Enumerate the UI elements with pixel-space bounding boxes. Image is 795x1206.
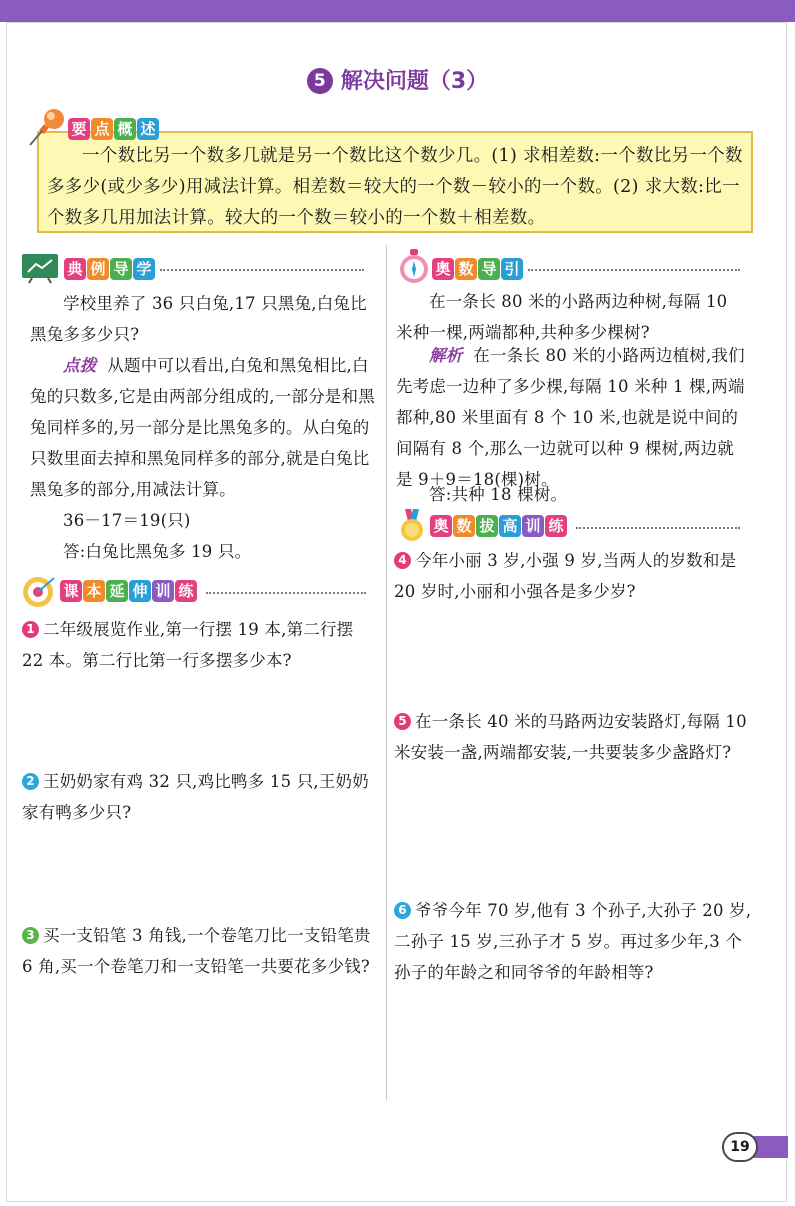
- question-number: 6: [394, 902, 411, 919]
- question-1: [22, 614, 377, 676]
- medal-icon: [397, 507, 427, 543]
- compass-icon: [397, 247, 431, 287]
- hint-text: 从题中可以看出,白兔和黑兔相比,白兔的只数多,它是由两部分组成的,一部分是和黑兔同样多的,另一部分是比黑兔多的。从白兔的只数里面去掉和黑兔同样多的部分,就是白兔比黑兔多的部分,用减法计算。: [30, 356, 375, 499]
- heading-char: 课: [60, 580, 82, 602]
- lesson-number: 5: [307, 68, 333, 94]
- question-number: 2: [22, 773, 39, 790]
- heading-char: 引: [501, 258, 523, 280]
- heading-char: 延: [106, 580, 128, 602]
- heading-char: 典: [64, 258, 86, 280]
- page-title: [0, 64, 795, 95]
- heading-dotted-rule: [206, 592, 366, 594]
- question-number: 1: [22, 621, 39, 638]
- heading-char: 奥: [432, 258, 454, 280]
- heading-char: 伸: [129, 580, 151, 602]
- blackboard-icon: [20, 252, 60, 284]
- heading-char: 高: [499, 515, 521, 537]
- lesson-title: 解决问题（3）: [340, 69, 489, 94]
- olympiad-problem: 在一条长 80 米的小路两边种树,每隔 10 米种一棵,两端都种,共种多少棵树?: [396, 292, 728, 342]
- heading-char: 训: [152, 580, 174, 602]
- analysis-text: 在一条长 80 米的小路两边植树,我们先考虑一边种了多少棵,每隔 10 米种 1 棵,两端都种,80 米里面有 8 个 10 米,也就是说中间的间隔有 8 个,那么一边就可以种 9 棵树,两边就是 9＋9＝18(棵)树。: [396, 346, 745, 489]
- column-divider: [386, 245, 387, 1100]
- heading-char: 例: [87, 258, 109, 280]
- question-text: 二年级展览作业,第一行摆 19 本,第二行摆 22 本。第二行比第一行多摆多少本?: [22, 620, 354, 670]
- question-text: 买一支铅笔 3 角钱,一个卷笔刀比一支铅笔贵 6 角,买一个卷笔刀和一支铅笔一共要花多少钱?: [22, 926, 371, 976]
- question-number: 3: [22, 927, 39, 944]
- target-icon: [20, 574, 56, 610]
- example-hint: [30, 350, 375, 505]
- top-color-bar: [0, 0, 795, 22]
- question-text: 今年小丽 3 岁,小强 9 岁,当两人的岁数和是 20 岁时,小丽和小强各是多少岁?: [394, 551, 737, 601]
- heading-char: 学: [133, 258, 155, 280]
- page-number: 19: [722, 1132, 758, 1162]
- heading-dotted-rule: [576, 527, 740, 529]
- question-number: 4: [394, 552, 411, 569]
- heading-char: 练: [545, 515, 567, 537]
- olympiad-intro-heading: [432, 258, 523, 280]
- question-3: [22, 920, 377, 982]
- olympiad-answer: 答:共种 18 棵树。: [429, 485, 568, 504]
- heading-char: 导: [110, 258, 132, 280]
- olympiad-training-heading: [430, 515, 567, 537]
- question-text: 爷爷今年 70 岁,他有 3 个孙子,大孙子 20 岁,二孙子 15 岁,三孙子才 5 岁。再过多少年,3 个孙子的年龄之和同爷爷的年龄相等?: [394, 901, 752, 982]
- question-4: [394, 545, 754, 607]
- heading-char: 奥: [430, 515, 452, 537]
- question-5: [394, 706, 754, 768]
- example-problem: 学校里养了 36 只白兔,17 只黑兔,白兔比黑兔多多少只?: [30, 294, 367, 344]
- question-text: 在一条长 40 米的马路两边安装路灯,每隔 10 米安装一盏,两端都安装,一共要装多少盏路灯?: [394, 712, 747, 762]
- question-number: 5: [394, 713, 411, 730]
- question-text: 王奶奶家有鸡 32 只,鸡比鸭多 15 只,王奶奶家有鸭多少只?: [22, 772, 369, 822]
- heading-dotted-rule: [528, 269, 740, 271]
- example-answer: 答:白兔比黑兔多 19 只。: [63, 542, 252, 561]
- heading-char: 数: [453, 515, 475, 537]
- key-points-heading: [68, 118, 159, 140]
- key-points-text: 一个数比另一个数多几就是另一个数比这个数少几。(1) 求相差数:一个数比另一个数多多少(或少多少)用减法计算。相差数＝较大的一个数－较小的一个数。(2) 求大数:比一个数多几用加法计算。较大的一个数＝较小的一个数＋相差数。: [47, 146, 743, 228]
- analysis-label: 解析: [429, 346, 463, 365]
- olympiad-analysis: [396, 340, 748, 495]
- pushpin-icon: [26, 105, 70, 149]
- heading-char: 要: [68, 118, 90, 140]
- heading-char: 概: [114, 118, 136, 140]
- heading-char: 导: [478, 258, 500, 280]
- question-6: [394, 895, 754, 988]
- heading-char: 拔: [476, 515, 498, 537]
- question-2: [22, 766, 377, 828]
- heading-char: 点: [91, 118, 113, 140]
- heading-char: 述: [137, 118, 159, 140]
- example-equation: 36－17＝19(只): [63, 511, 191, 530]
- heading-dotted-rule: [160, 269, 364, 271]
- heading-char: 练: [175, 580, 197, 602]
- key-points-box: [37, 131, 753, 233]
- heading-char: 训: [522, 515, 544, 537]
- heading-char: 数: [455, 258, 477, 280]
- heading-char: 本: [83, 580, 105, 602]
- textbook-heading: [60, 580, 197, 602]
- hint-label: 点拨: [63, 356, 97, 375]
- example-heading: [64, 258, 155, 280]
